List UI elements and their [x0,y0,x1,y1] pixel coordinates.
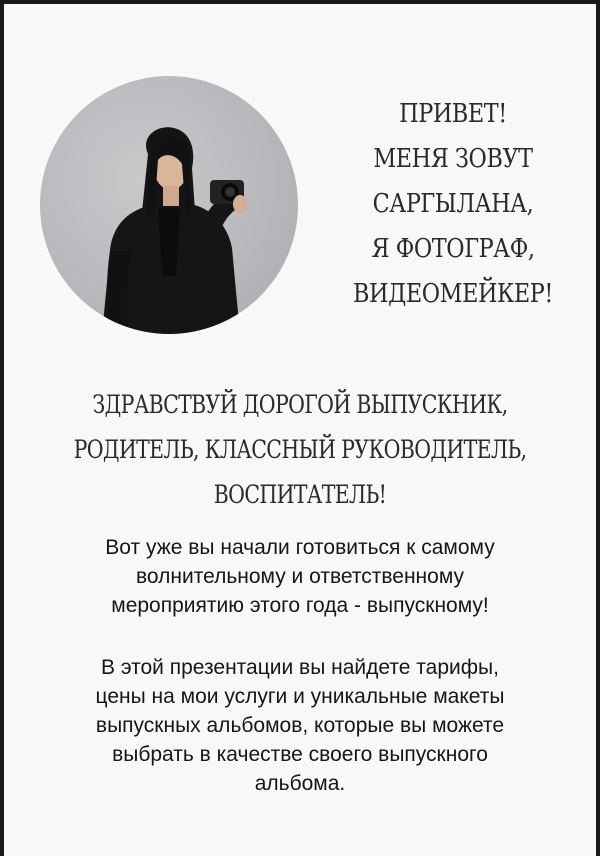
greeting-heading [340,92,565,317]
greeting-line: САРГЫЛАНА, [372,189,534,219]
greeting-line: ПРИВЕТ! [399,99,507,129]
greeting-line: Я ФОТОГРАФ, [371,234,535,264]
page [4,4,596,856]
greeting-line: ВИДЕОМЕЙКЕР! [352,279,553,309]
details-paragraph [34,653,566,798]
photographer-portrait [40,76,298,334]
intro-line: Вот уже вы начали готовиться к самому [105,536,495,559]
profile-photo [40,76,298,334]
intro-line: мероприятию этого года - выпускному! [111,594,489,617]
details-line: выбрать в качестве своего выпускного [112,743,488,766]
greeting-line: МЕНЯ ЗОВУТ [373,144,533,174]
address-line: РОДИТЕЛЬ, КЛАССНЫЙ РУКОВОДИТЕЛЬ, [73,435,527,464]
details-line: В этой презентации вы найдете тарифы, [101,656,499,679]
details-line: выпускных альбомов, которые вы можете [95,714,505,737]
intro-line: волнительному и ответственному [135,565,464,588]
address-line: ВОСПИТАТЕЛЬ! [213,480,387,509]
details-line: цены на мои услуги и уникальные макеты [95,685,505,708]
address-heading [57,382,542,517]
intro-paragraph [34,533,566,620]
address-line: ЗДРАВСТВУЙ ДОРОГОЙ ВЫПУСКНИК, [92,390,508,419]
details-line: альбома. [254,772,346,795]
